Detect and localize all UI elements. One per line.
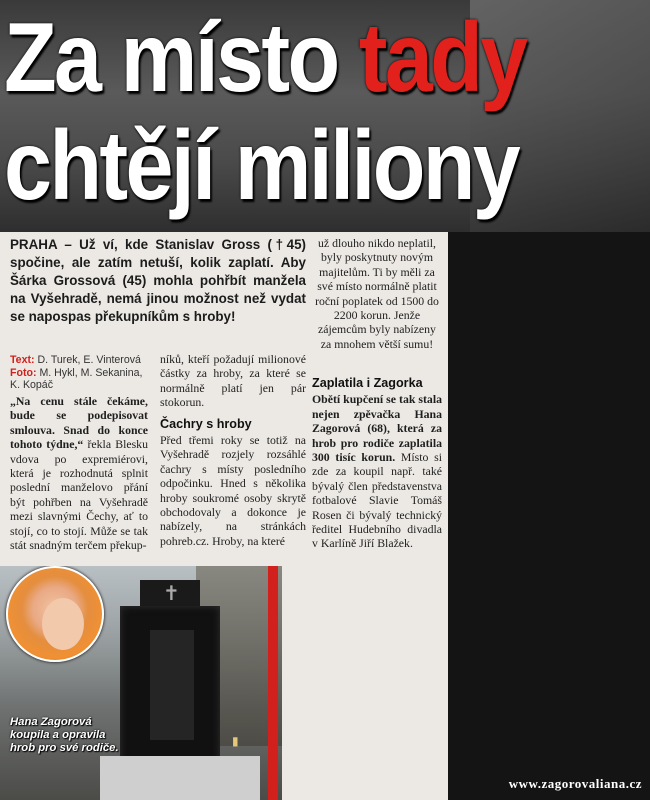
column-3-body: už dlouho nikdo neplatil, byly poskytnuty novým majitelům. Ti by měli za své místo normálně platit roční poplatek od 1500 do 2200 korun. Jenže zájemcům byly nabízeny za mnohem větší sumu! (315, 236, 439, 351)
headline-line-2: chtějí miliony (4, 110, 519, 220)
subhead-zagorka: Zaplatila i Zagorka (312, 376, 423, 390)
headline-white-text: Za místo (4, 2, 359, 112)
text-credit-label: Text: (10, 354, 35, 366)
headline-band (0, 0, 650, 232)
grave-base (100, 756, 260, 800)
grave-photo (0, 566, 282, 800)
credits (10, 354, 148, 392)
lead-paragraph: PRAHA – Už ví, kde Stanislav Gross (†45) spočine, ale zatím netuší, kolik zaplatí. Aby Šárka Grossová (45) mohla pohřbít manžela na Vyšehradě, nemá jinou možnost než vydat se napospas překupníkům s hroby! (10, 237, 306, 324)
candle-icon: ▮ (232, 734, 239, 748)
column-3 (312, 236, 442, 351)
photo-credit-label: Foto: (10, 366, 37, 379)
column-4-bold: Obětí kupčení se tak stala nejen zpěvačka Hana Zagorová (68), která za hrob pro rodiče zaplatila 300 tisíc korun. (312, 392, 442, 465)
portrait-inset (6, 566, 104, 662)
subhead-cachry: Čachry s hroby (160, 416, 252, 431)
photo-credit-names: M. Hykl, M. Sekanina, K. Kopáč (10, 366, 143, 391)
column-4 (312, 376, 442, 551)
column-2-body: Před třemi roky se totiž na Vyšehradě rozjely rozsáhlé čachry s místy posledního odpočinku. Hned s několika hroby soukromé osoby skrytě obchodovaly a dokonce je nabízely, na stránkách pohreb.cz. Hroby, na které (160, 433, 306, 548)
column-2-continuation: níků, kteří požadují milionové částky za hroby, za které se normálně platí jen pár stokorun. (160, 352, 306, 410)
cross-icon: ✝ (163, 583, 180, 605)
portrait-face (42, 598, 84, 650)
headline-line-1 (4, 2, 526, 112)
quote-text: „Na cenu stále čekáme, bude se podepisovat smlouva. Snad do konce tohoto týdne,“ (10, 394, 148, 452)
photo-caption: Hana Zagorová koupila a opravila hrob pro své rodiče. (10, 716, 119, 754)
column-1-body: řekla Blesku vdova po expremiérovi, která je rozhodnutá splnit poslední manželovo přání být pohřben na Vyšehradě mezi slavnými Čechy, ať to stojí, co to stojí. Může se tak stát snadným terčem překup- (10, 437, 148, 553)
headline-red-word: tady (358, 2, 526, 112)
tombstone-plaque (150, 630, 194, 740)
text-credit-names: D. Turek, E. Vinterová (37, 354, 141, 366)
dark-margin (448, 232, 650, 800)
red-accent-strip (268, 566, 278, 800)
column-4-body: Místo si zde za koupil např. také bývalý člen představenstva fotbalové Slavie Tomáš Rosen či bývalý technický ředitel Hudebního divadla v Karlíně Jiří Blažek. (312, 450, 442, 551)
column-1 (10, 394, 148, 552)
column-2 (160, 352, 306, 548)
watermark-url: www.zagorovaliana.cz (508, 776, 642, 791)
